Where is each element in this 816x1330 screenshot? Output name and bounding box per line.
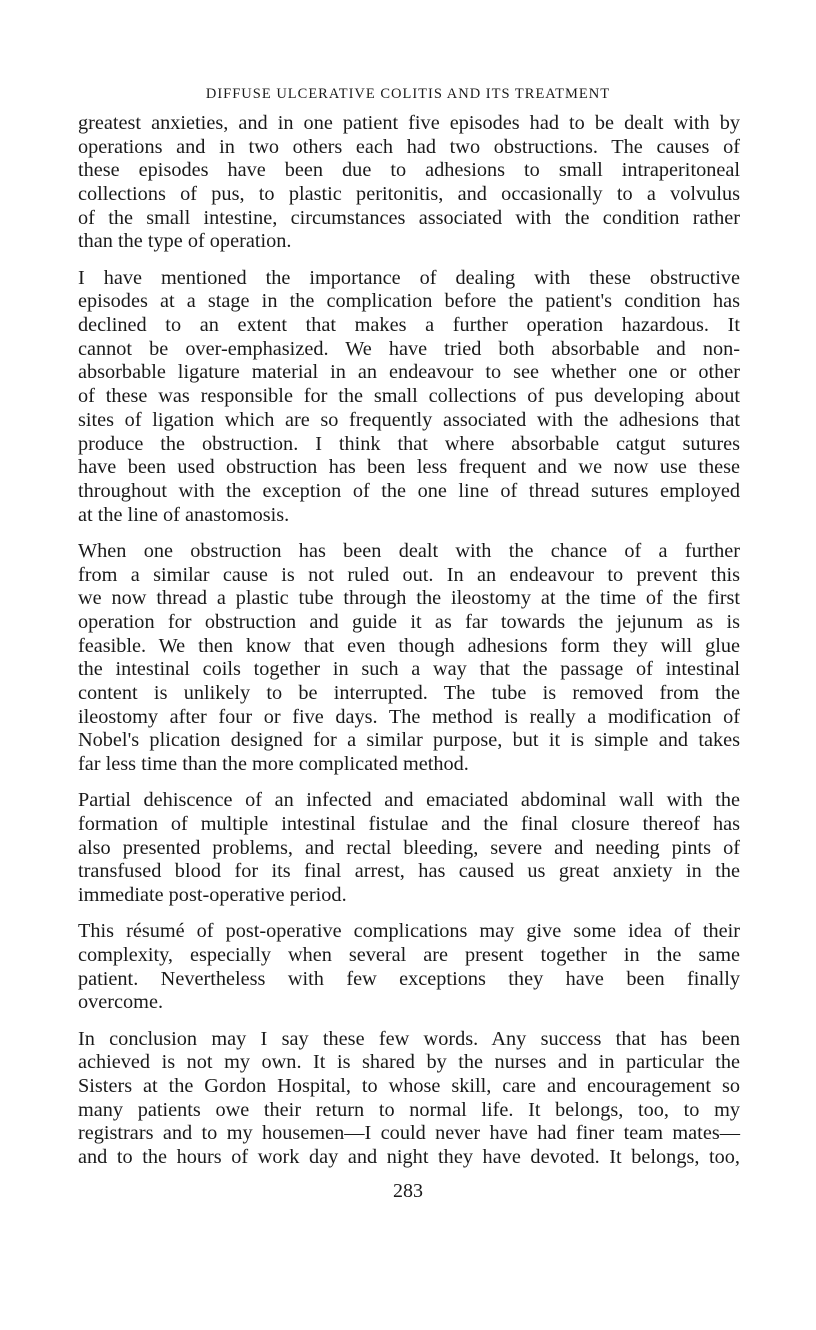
text-line: than the type of operation. — [78, 230, 292, 253]
text-line: of the small intestine, circumstances associated with the condition rather — [78, 206, 740, 229]
text-line: achieved is not my own. It is shared by the nurses and in particular the — [78, 1051, 740, 1074]
paragraph — [78, 920, 740, 1015]
text-line: these episodes have been due to adhesions to small intraperitoneal — [78, 159, 740, 182]
text-line: This résumé of post-operative complications may give some idea of their — [78, 920, 740, 943]
text-line: also presented problems, and rectal bleeding, severe and needing pints of — [78, 836, 740, 859]
text-line: cannot be over-emphasized. We have tried both absorbable and non- — [78, 337, 740, 360]
text-line: Sisters at the Gordon Hospital, to whose skill, care and encouragement so — [78, 1075, 740, 1098]
text-line: formation of multiple intestinal fistulae and the final closure thereof has — [78, 813, 740, 836]
text-line: complexity, especially when several are present together in the same — [78, 944, 740, 967]
paragraph — [78, 112, 740, 254]
text-line: immediate post-operative period. — [78, 884, 347, 907]
text-line: Partial dehiscence of an infected and emaciated abdominal wall with the — [78, 789, 740, 812]
text-line: declined to an extent that makes a further operation hazardous. It — [78, 314, 740, 337]
paragraph — [78, 267, 740, 528]
text-line: many patients owe their return to normal life. It belongs, too, to my — [78, 1098, 740, 1121]
text-line: overcome. — [78, 991, 164, 1014]
text-line: feasible. We then know that even though adhesions form they will glue — [78, 634, 740, 657]
text-line: sites of ligation which are so frequently associated with the adhesions that — [78, 408, 740, 431]
text-line: far less time than the more complicated method. — [78, 753, 469, 776]
text-line: When one obstruction has been dealt with the chance of a further — [78, 539, 740, 562]
text-line: of these was responsible for the small collections of pus developing about — [78, 385, 740, 408]
text-line: I have mentioned the importance of dealing with these obstructive — [78, 266, 740, 289]
text-line: ileostomy after four or five days. The method is really a modification of — [78, 705, 740, 728]
page-number: 283 — [393, 1180, 423, 1202]
text-line: content is unlikely to be interrupted. The tube is removed from the — [78, 682, 740, 704]
text-line: greatest anxieties, and in one patient five episodes had to be dealt with by — [78, 112, 740, 134]
paragraph — [78, 1028, 740, 1170]
text-line: patient. Nevertheless with few exceptions they have been finally — [78, 967, 740, 990]
text-line: transfused blood for its final arrest, has caused us great anxiety in the — [78, 860, 740, 883]
text-line: operations and in two others each had two obstructions. The causes of — [78, 135, 740, 158]
paragraph — [78, 789, 740, 907]
text-line: collections of pus, to plastic peritonitis, and occasionally to a volvulus — [78, 183, 740, 206]
text-line: we now thread a plastic tube through the ileostomy at the time of the first — [78, 587, 740, 610]
text-line: the intestinal coils together in such a way that the passage of intestinal — [78, 658, 740, 681]
text-line: Nobel's plication designed for a similar purpose, but it is simple and takes — [78, 729, 740, 752]
running-header: DIFFUSE ULCERATIVE COLITIS AND ITS TREATMENT — [205, 86, 611, 102]
text-line: at the line of anastomosis. — [78, 503, 290, 526]
text-line: produce the obstruction. I think that where absorbable catgut sutures — [78, 432, 740, 455]
text-line: absorbable ligature material in an endeavour to see whether one or other — [78, 361, 740, 384]
text-line: operation for obstruction and guide it as far towards the jejunum as is — [78, 610, 740, 633]
text-line: have been used obstruction has been less frequent and we now use these — [78, 456, 740, 479]
text-line: from a similar cause is not ruled out. In an endeavour to prevent this — [78, 563, 740, 586]
text-line: and to the hours of work day and night they have devoted. It belongs, too, — [78, 1146, 740, 1169]
paragraph — [78, 540, 740, 777]
text-line: registrars and to my housemen—I could never have had finer team mates— — [78, 1122, 740, 1145]
text-line: episodes at a stage in the complication before the patient's condition has — [78, 290, 740, 313]
text-line: In conclusion may I say these few words. Any success that has been — [78, 1027, 740, 1050]
text-line: throughout with the exception of the one line of thread sutures employed — [78, 479, 740, 502]
body-text — [78, 112, 740, 1170]
